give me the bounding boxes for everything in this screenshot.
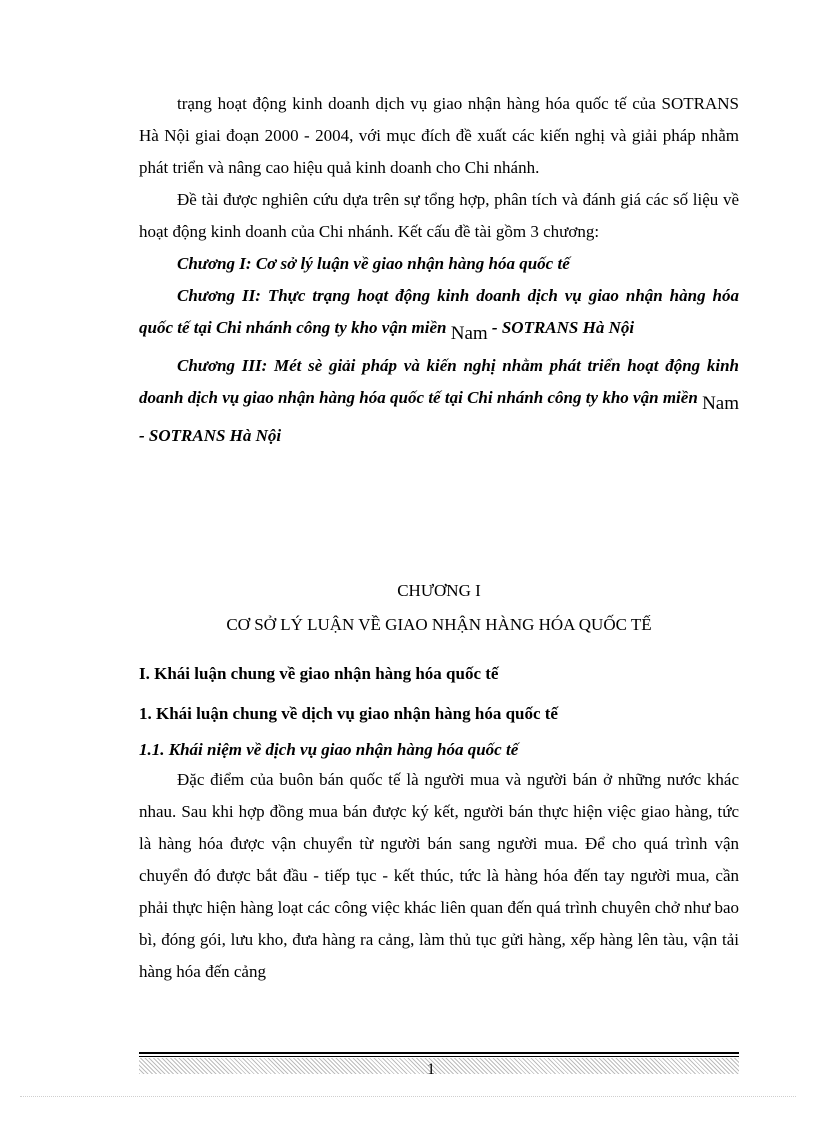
chapter-3-sub-word: Nam	[702, 393, 739, 414]
chapter-3-tail: - SOTRANS Hà Nội	[139, 426, 282, 445]
page-number: 1	[427, 1061, 435, 1078]
chapter-2-outline	[139, 280, 739, 350]
chapter-number: CHƯƠNG I	[397, 581, 481, 600]
chapter-2-tail: - SOTRANS Hà Nội	[487, 318, 635, 337]
chapter-1-outline: Chương I: Cơ sở lý luận về giao nhận hàng hóa quốc tế	[177, 254, 570, 273]
chapter-2-text: Chương II: Thực trạng hoạt động kinh doanh dịch vụ giao nhận hàng hóa quốc tế tại Chi nhánh công ty kho vận miền	[139, 286, 739, 337]
chapter-3-text: Chương III: Mét sè giải pháp và kiến nghị nhằm phát triển hoạt động kinh doanh dịch vụ giao nhận hàng hóa quốc tế tại Chi nhánh công ty kho vận miền	[139, 356, 739, 407]
page-bottom-edge	[20, 1096, 796, 1097]
section-block	[139, 664, 739, 988]
chapter-3-outline	[139, 350, 739, 452]
intro-paragraph-1: trạng hoạt động kinh doanh dịch vụ giao nhận hàng hóa quốc tế của SOTRANS Hà Nội giai đoạn 2000 - 2004, với mục đích đề xuất các kiến nghị và giải pháp nhằm phát triển và nâng cao hiệu quả kinh doanh cho Chi nhánh.	[139, 94, 739, 177]
intro-block	[139, 88, 739, 452]
chapter-2-sub-word: Nam	[450, 323, 488, 344]
chapter-heading	[139, 580, 739, 636]
section-heading-3: 1.1. Khái niệm về dịch vụ giao nhận hàng hóa quốc tế	[139, 740, 519, 759]
section-body: Đặc điểm của buôn bán quốc tế là người mua và người bán ở những nước khác nhau. Sau khi hợp đồng mua bán được ký kết, người bán thực hiện việc giao hàng, tức là hàng hóa được vận chuyển từ người bán sang người mua. Để cho quá trình vận chuyển đó được bắt đầu - tiếp tục - kết thúc, tức là hàng hóa đến tay người mua, cần phải thực hiện hàng loạt các công việc khác liên quan đến quá trình chuyên chở như bao bì, đóng gói, lưu kho, đưa hàng ra cảng, làm thủ tục gửi hàng, xếp hàng lên tàu, vận tải hàng hóa đến cảng	[139, 770, 740, 981]
footer-rule	[139, 1052, 739, 1057]
chapter-title: CƠ SỞ LÝ LUẬN VỀ GIAO NHẬN HÀNG HÓA QUỐC TẾ	[226, 615, 652, 634]
section-heading-1: I. Khái luận chung về giao nhận hàng hóa quốc tế	[139, 664, 499, 683]
section-heading-2: 1. Khái luận chung về dịch vụ giao nhận hàng hóa quốc tế	[139, 704, 558, 723]
intro-paragraph-2: Đề tài được nghiên cứu dựa trên sự tổng hợp, phân tích và đánh giá các số liệu về hoạt động kinh doanh của Chi nhánh. Kết cấu đề tài gồm 3 chương:	[139, 190, 739, 241]
